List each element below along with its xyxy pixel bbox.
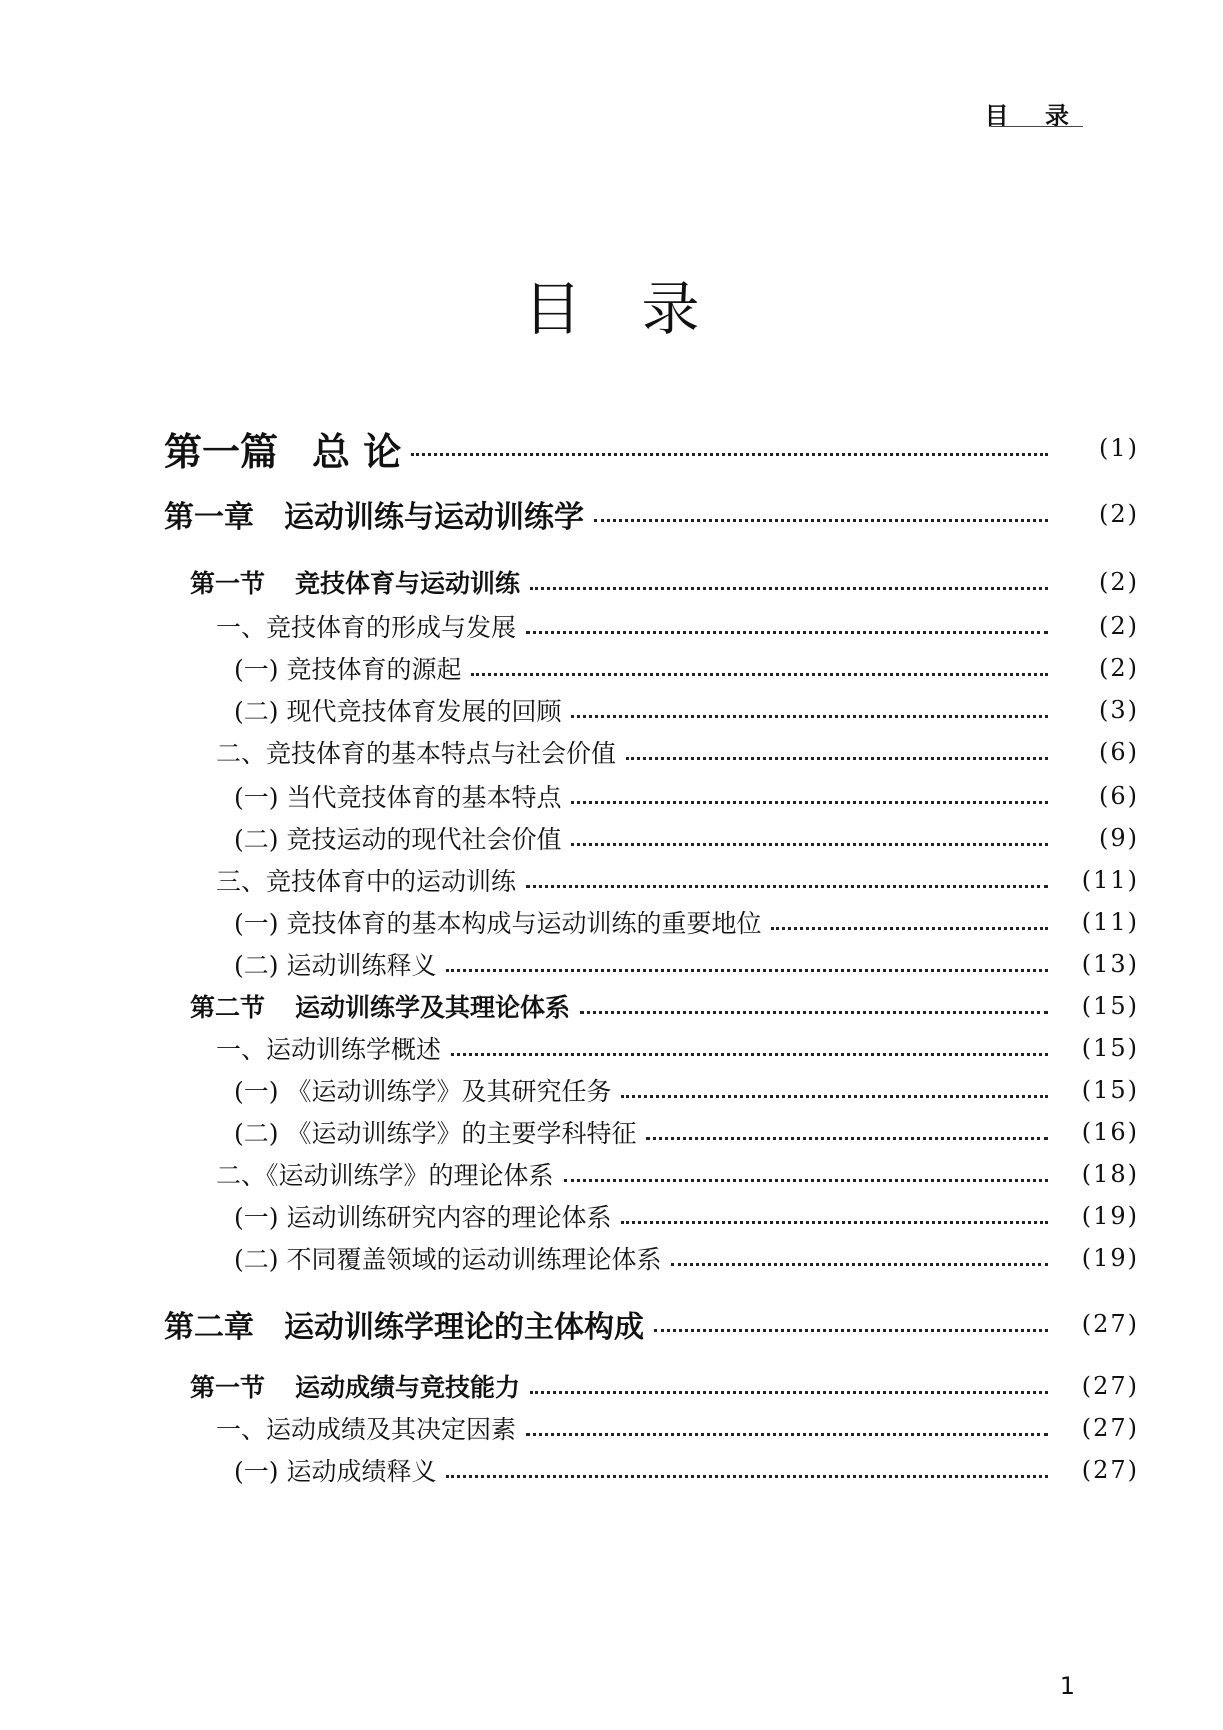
toc-entry-title: (二) 现代竞技体育发展的回顾 [234, 697, 562, 726]
toc-entry-number: 第一节 [190, 1373, 266, 1402]
toc-entry-title: 一、运动训练学概述 [216, 1035, 442, 1064]
toc-leader-dots [571, 843, 1048, 846]
toc-leader-dots [411, 453, 1048, 456]
toc-entry[interactable] [0, 1406, 1223, 1450]
toc-entry-page: (11) [1081, 866, 1139, 894]
page-title-text: 目录 [523, 275, 760, 343]
toc-entry-title: (一) 运动训练研究内容的理论体系 [234, 1203, 612, 1232]
toc-entry-page: (2) [1099, 612, 1139, 640]
toc-leader-dots [564, 1179, 1048, 1182]
toc-entry-title: (二) 不同覆盖领域的运动训练理论体系 [234, 1245, 662, 1274]
toc-entry-page: (15) [1081, 1076, 1139, 1104]
toc-leader-dots [530, 587, 1048, 590]
toc-entry-title: (一) 竞技体育的基本构成与运动训练的重要地位 [234, 909, 762, 938]
toc-entry-title: (一) 运动成绩释义 [234, 1457, 437, 1486]
toc-entry[interactable] [0, 604, 1223, 648]
toc-entry-page: (13) [1081, 950, 1139, 978]
toc-leader-dots [626, 757, 1048, 760]
toc-entry[interactable] [0, 900, 1223, 944]
toc-entry-page: (2) [1099, 568, 1139, 596]
page-number: 1 [1059, 1672, 1075, 1700]
toc-entry-title: 三、竞技体育中的运动训练 [216, 867, 517, 896]
toc-entry-title: (二) 《运动训练学》的主要学科特征 [234, 1119, 637, 1148]
toc-entry-page: (1) [1099, 434, 1139, 462]
toc-leader-dots [621, 1095, 1048, 1098]
toc-entry-title: (一) 竞技体育的源起 [234, 655, 462, 684]
toc-entry-page: (2) [1099, 500, 1139, 528]
toc-leader-dots [530, 1391, 1048, 1394]
toc-entry-title: 运动训练学理论的主体构成 [284, 1310, 644, 1345]
toc-entry[interactable] [0, 1026, 1223, 1070]
toc-entry-page: (18) [1081, 1160, 1139, 1188]
running-head: 目 录 [984, 101, 1083, 130]
toc-entry-number: 第二节 [190, 993, 266, 1022]
toc-entry-number: 第一篇 [164, 428, 279, 474]
toc-entry[interactable] [0, 730, 1223, 774]
toc-leader-dots [451, 1053, 1048, 1056]
toc-entry[interactable] [0, 1364, 1223, 1408]
toc-leader-dots [671, 1263, 1048, 1266]
toc-entry-page: (15) [1081, 992, 1139, 1020]
toc-entry[interactable] [0, 942, 1223, 986]
toc-entry-page: (2) [1099, 654, 1139, 682]
toc-entry[interactable] [0, 426, 1223, 474]
toc-entry[interactable] [0, 646, 1223, 690]
toc-entry-title: (一) 《运动训练学》及其研究任务 [234, 1077, 612, 1106]
toc-leader-dots [526, 1433, 1048, 1436]
toc-leader-dots [571, 715, 1048, 718]
toc-entry[interactable] [0, 1448, 1223, 1492]
toc-entry-title: (一) 当代竞技体育的基本特点 [234, 783, 562, 812]
toc-entry-number: 第二章 [164, 1310, 254, 1345]
toc-entry-page: (6) [1099, 782, 1139, 810]
toc-leader-dots [471, 673, 1048, 676]
toc-entry-title: 运动训练与运动训练学 [284, 500, 584, 535]
toc-entry-title: 二、竞技体育的基本特点与社会价值 [216, 739, 617, 768]
toc-leader-dots [580, 1011, 1048, 1014]
toc-entry-title: 运动成绩与竞技能力 [295, 1373, 521, 1402]
toc-entry[interactable] [0, 560, 1223, 604]
toc-entry-title: (二) 运动训练释义 [234, 951, 437, 980]
toc-entry-page: (27) [1081, 1414, 1139, 1442]
toc-entry[interactable] [0, 688, 1223, 732]
toc-entry[interactable] [0, 984, 1223, 1028]
toc-entry-title: 一、运动成绩及其决定因素 [216, 1415, 517, 1444]
toc-entry-title: (二) 竞技运动的现代社会价值 [234, 825, 562, 854]
toc-entry-page: (27) [1081, 1456, 1139, 1484]
page-title [0, 262, 1223, 346]
toc-entry-title: 总 论 [312, 428, 402, 474]
toc-entry[interactable] [0, 1236, 1223, 1280]
toc-entry-page: (3) [1099, 696, 1139, 724]
toc-entry-page: (27) [1081, 1372, 1139, 1400]
toc-entry-title: 运动训练学及其理论体系 [295, 993, 571, 1022]
toc-entry-title: 二、《运动训练学》的理论体系 [216, 1161, 554, 1190]
toc-entry[interactable] [0, 858, 1223, 902]
toc-entry[interactable] [0, 1302, 1223, 1346]
toc-entry[interactable] [0, 1152, 1223, 1196]
toc-entry[interactable] [0, 1068, 1223, 1112]
toc-entry-page: (19) [1081, 1202, 1139, 1230]
toc-leader-dots [771, 927, 1048, 930]
toc-entry-page: (15) [1081, 1034, 1139, 1062]
toc-entry-page: (19) [1081, 1244, 1139, 1272]
toc-entry-number: 第一节 [190, 569, 266, 598]
toc-entry-page: (11) [1081, 908, 1139, 936]
toc-leader-dots [594, 519, 1048, 522]
toc-leader-dots [654, 1329, 1048, 1332]
toc-entry-page: (6) [1099, 738, 1139, 766]
toc-leader-dots [646, 1137, 1048, 1140]
toc-entry[interactable] [0, 1110, 1223, 1154]
running-head-rule [991, 126, 1083, 127]
toc-entry-number: 第一章 [164, 500, 254, 535]
toc-leader-dots [571, 801, 1048, 804]
toc-leader-dots [446, 969, 1048, 972]
toc-entry[interactable] [0, 492, 1223, 536]
toc-entry[interactable] [0, 816, 1223, 860]
toc-leader-dots [446, 1475, 1048, 1478]
toc-entry-title: 一、竞技体育的形成与发展 [216, 613, 517, 642]
toc-leader-dots [621, 1221, 1048, 1224]
toc-leader-dots [526, 885, 1048, 888]
toc-leader-dots [526, 631, 1048, 634]
toc-entry[interactable] [0, 1194, 1223, 1238]
toc-entry-page: (9) [1099, 824, 1139, 852]
toc-entry-page: (16) [1081, 1118, 1139, 1146]
toc-entry-title: 竞技体育与运动训练 [295, 569, 521, 598]
toc-entry[interactable] [0, 774, 1223, 818]
toc-entry-page: (27) [1081, 1310, 1139, 1338]
